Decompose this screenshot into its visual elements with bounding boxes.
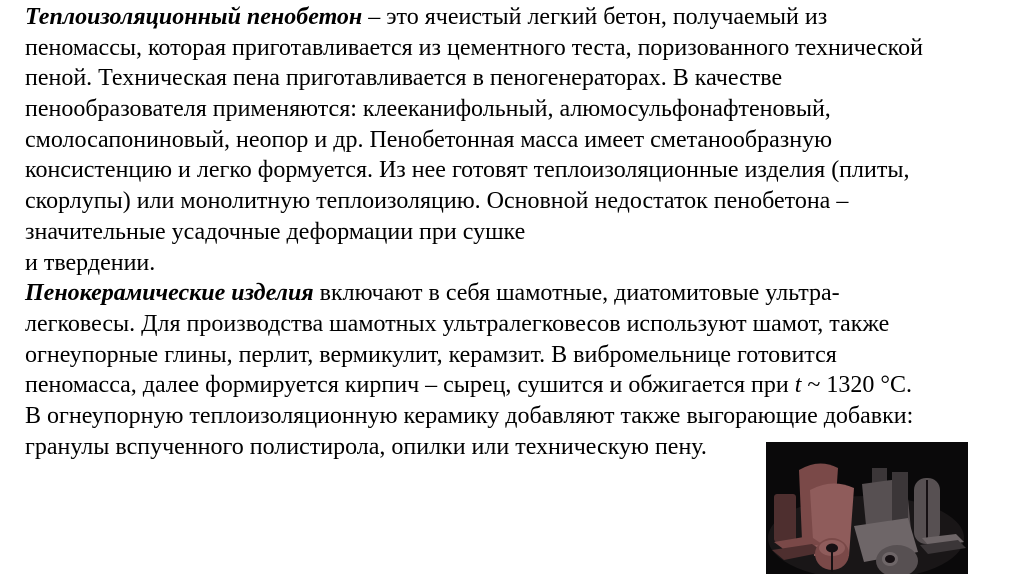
text-segment: пеномасса, далее формируется кирпич – сырец, сушится и обжигается при [25, 372, 795, 399]
text-segment: скорлупы) или монолитную теплоизоляцию. Основной недостаток пенобетона – [25, 188, 849, 215]
foam-blocks-illustration [766, 442, 968, 574]
red-column-block [774, 494, 796, 542]
text-segment: пеномассы, которая приготавливается из цементного теста, поризованного технической [25, 34, 923, 61]
slide-text-block [25, 2, 1015, 462]
text-segment: огнеупорные глины, перлит, вермикулит, керамзит. В вибромельнице готовится [25, 341, 837, 368]
grey-elbow-hole [885, 555, 895, 563]
text-segment: Пенокерамические изделия [25, 280, 314, 307]
text-segment: смолосапониновый, неопор и др. Пенобетонная масса имеет сметанообразную [25, 126, 833, 153]
text-segment: – это ячеистый легкий бетон, получаемый из [362, 4, 828, 30]
text-line [25, 94, 1015, 125]
text-segment: и твердении. [25, 249, 156, 276]
foam-products-photo [766, 442, 968, 574]
text-line [25, 370, 1015, 401]
text-segment: пеной. Техническая пена приготавливается в пеногенераторах. В качестве [25, 65, 783, 92]
text-line [25, 186, 1015, 217]
text-line [25, 340, 1015, 371]
text-segment: консистенцию и легко формуется. Из нее готовят теплоизоляционные изделия (плиты, [25, 157, 910, 184]
text-line [25, 248, 1015, 279]
text-segment: включают в себя шамотные, диатомитовые ультра- [313, 280, 840, 307]
text-segment: легковесы. Для производства шамотных ультралегковесов используют шамот, также [25, 310, 890, 337]
text-segment: гранулы вспученного полистирола, опилки или техническую пену. [25, 433, 707, 460]
text-line [25, 401, 1015, 432]
text-line [25, 33, 1015, 64]
text-line [25, 309, 1015, 340]
text-line [25, 217, 1015, 248]
text-segment: пенообразователя применяются: клееканифольный, алюмосульфонафтеновый, [25, 96, 831, 123]
grey-split-column-slit [926, 480, 928, 542]
text-segment: ~ 1320 °С. [801, 372, 912, 399]
text-line [25, 125, 1015, 156]
text-line [25, 63, 1015, 94]
red-pipe-shell-slit [831, 548, 833, 572]
text-segment: t [794, 372, 802, 399]
text-segment: В огнеупорную теплоизоляционную керамику добавляют также выгорающие добавки: [25, 402, 914, 429]
text-line [25, 278, 1015, 309]
text-segment: Теплоизоляционный пенобетон [25, 4, 363, 30]
text-segment: значительные усадочные деформации при сушке [25, 218, 526, 245]
text-line [25, 2, 1015, 33]
text-line [25, 155, 1015, 186]
